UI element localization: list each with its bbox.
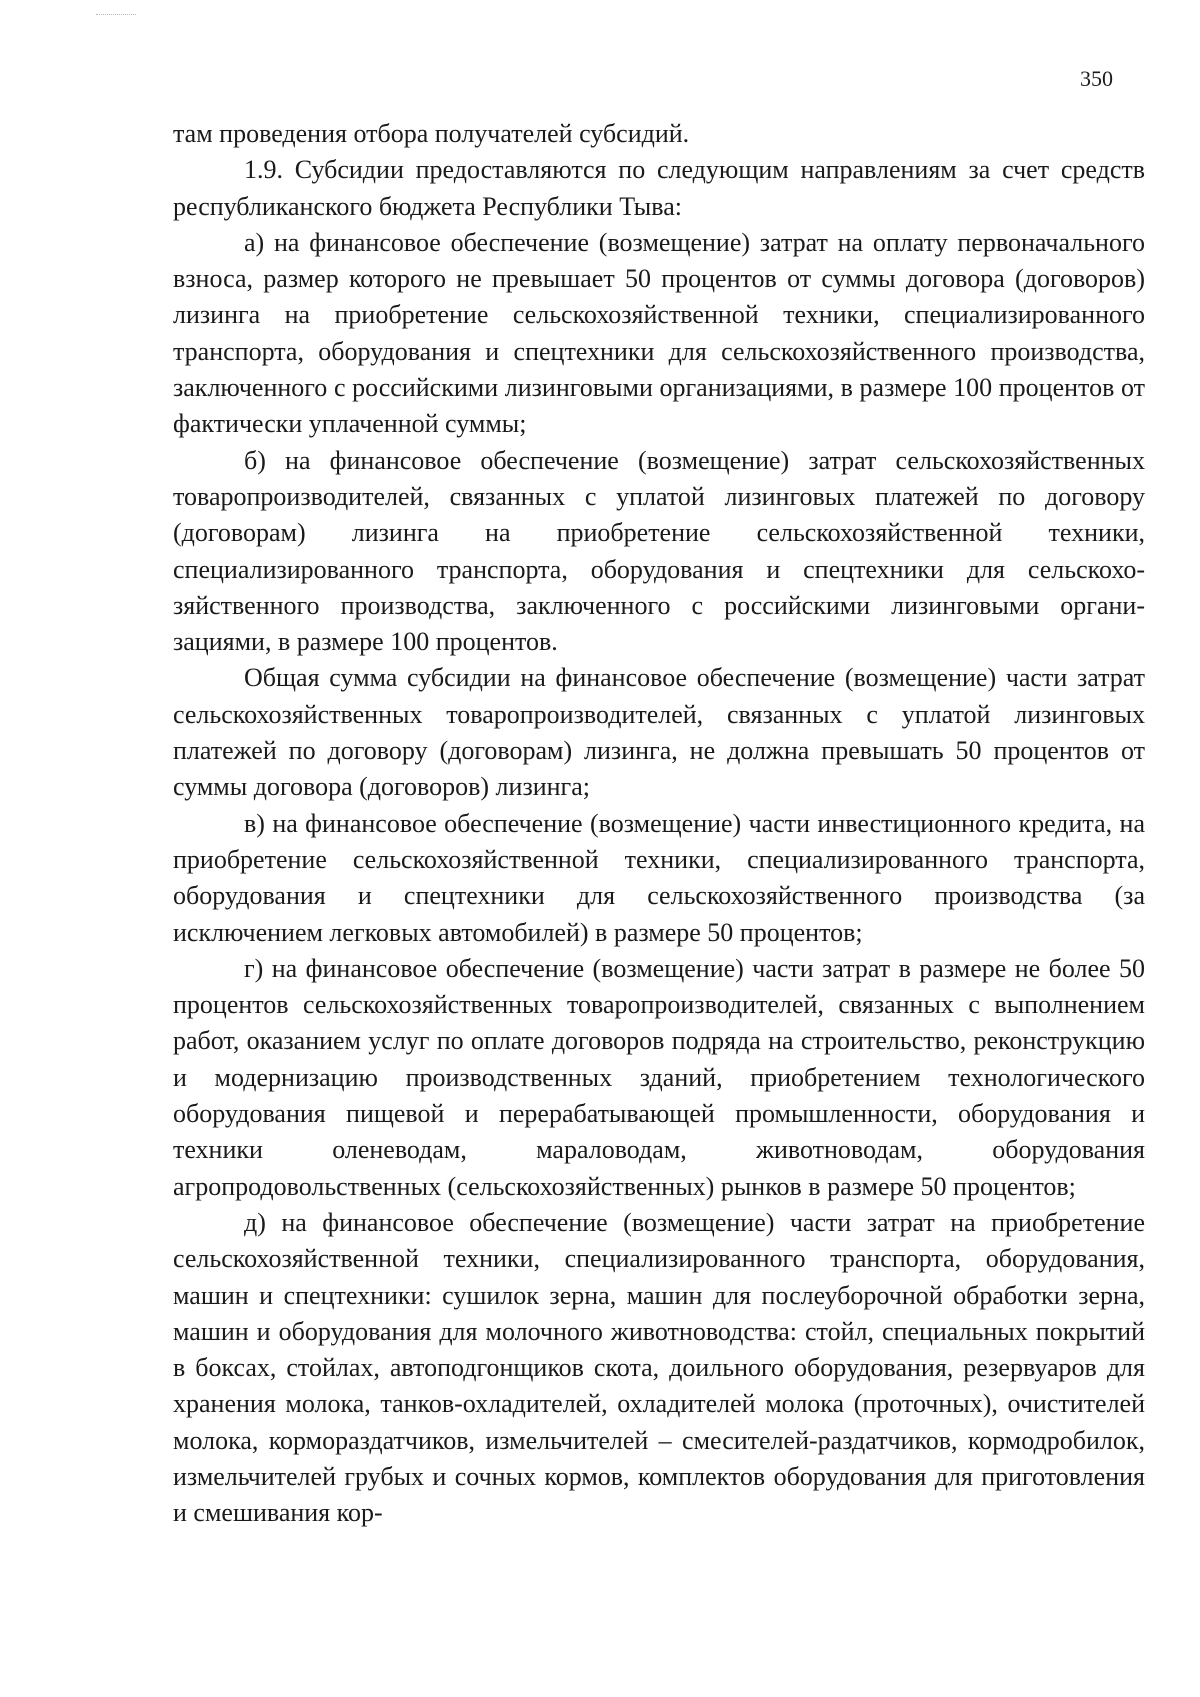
paragraph-item-v: в) на финансовое обеспечение (возмещение) части инвестиционного кредита, на приобретение сельскохозяйственной техники, специализированного транспорта, оборудования и спецтехники для сельскохозяйственного производства (за исключением легковых автомобилей) в размере 50 процентов;	[173, 808, 1145, 947]
page-number: 350	[1080, 66, 1113, 91]
paragraph-item-b: б) на финансовое обеспечение (возмещение) затрат сельскохозяйственных товаропроизводителей, связанных с уплатой лизинговых платежей по договору (договорам) лизинга на приобретение сельскохозяйственной техники, специализированного транспорта, оборудования и спецтехники для сельскохозяйственного производства, заключенного с российскими лизинговыми организациями, в размере 100 процентов.	[173, 445, 1145, 657]
document-body	[173, 116, 1145, 1532]
paragraph-item-g: г) на финансовое обеспечение (возмещение) части затрат в размере не более 50 процентов сельскохозяйственных товаропроизводителей, связанных с выполнением работ, оказанием услуг по оплате договоров подряда на строительство, реконструкцию и модернизацию производственных зданий, приобретением технологического оборудования пищевой и перерабатывающей промышленности, оборудования и техники оленеводам, мараловодам, животноводам, оборудования агропродовольственных (сельскохозяйственных) рынков в размере 50 процентов;	[173, 953, 1145, 1201]
paragraph-continuation: там проведения отбора получателей субсидий.	[173, 119, 690, 148]
paragraph-item-a: а) на финансовое обеспечение (возмещение) затрат на оплату первоначального взноса, размер которого не превышает 50 процентов от суммы договора (договоров) лизинга на приобретение сельскохозяйственной техники, специализированного транспорта, оборудования и спецтехники для сельскохозяйственного производства, заключенного с российскими лизинговыми организациями, в размере 100 процентов от фактически уплаченной суммы;	[173, 227, 1145, 439]
paragraph-total-subsidy: Общая сумма субсидии на финансовое обеспечение (возмещение) части затрат сельскохозяйственных товаропроизводителей, связанных с уплатой лизинговых платежей по договору (договорам) лизинга, не должна превышать 50 процентов от суммы договора (договоров) лизинга;	[173, 663, 1145, 802]
scan-artifact	[96, 14, 136, 17]
paragraph-item-d: д) на финансовое обеспечение (возмещение) части затрат на приобретение сельскохозяйственной техники, специализированного транспорта, оборудования, машин и спецтехники: сушилок зерна, машин для послеуборочной обработки зерна, машин и оборудования для молочного животноводства: стойл, специальных покрытий в боксах, стойлах, автоподгонщиков скота, доильного оборудования, резервуаров для хранения молока, танков-охладителей, охладителей молока (проточных), очистителей молока, кормораздатчиков, измельчителей – смесителей-раздатчиков, кормодробилок, измельчителей грубых и сочных кормов, комплектов оборудования для приготовления и смешивания кор-	[173, 1207, 1145, 1528]
paragraph-1-9: 1.9. Субсидии предоставляются по следующим направлениям за счет средств республиканского бюджета Республики Тыва:	[173, 155, 1145, 221]
